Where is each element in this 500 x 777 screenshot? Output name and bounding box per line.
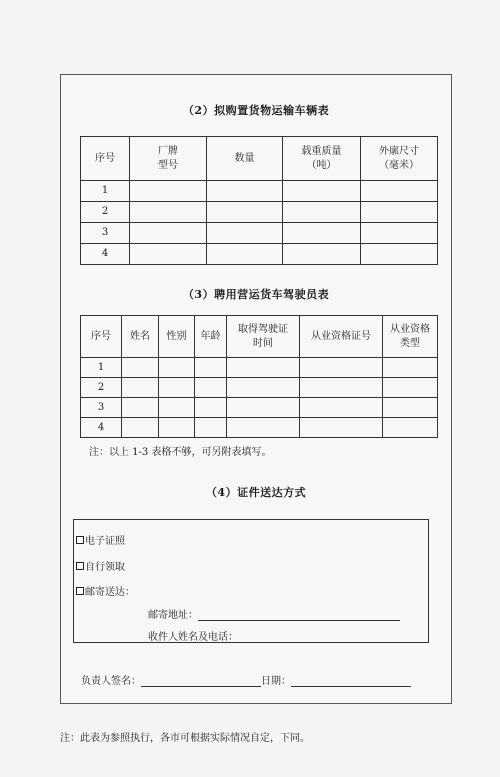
driver-header-qualification-number: 从业资格证号 [300,316,383,358]
driver-header-qualification-type: 从业资格 类型 [383,316,438,358]
option-label: 邮寄送达： [85,587,135,598]
table-cell[interactable] [122,418,159,438]
table-cell[interactable] [361,244,438,265]
mail-address-field [148,606,400,621]
option-label: 自行领取 [85,562,125,573]
signature-row [81,672,411,687]
table-cell[interactable] [283,223,361,244]
driver-row-index: 1 [81,358,122,378]
checkbox-icon[interactable] [76,587,84,595]
table-cell[interactable] [227,398,300,418]
mail-address-input[interactable] [198,609,400,621]
vehicle-row-index: 1 [81,181,130,202]
option-self-pickup[interactable] [76,558,125,573]
driver-row-index: 2 [81,378,122,398]
driver-header-age: 年龄 [195,316,227,358]
vehicle-header-load-mass: 载重质量 （吨） [283,137,361,181]
driver-header-name: 姓名 [122,316,159,358]
table-cell[interactable] [159,418,195,438]
table-overflow-note: 注：以上 1-3 表格不够，可另附表填写。 [89,447,272,458]
table-cell[interactable] [207,223,283,244]
table-cell[interactable] [383,418,438,438]
table-cell[interactable] [130,223,207,244]
form-frame [60,74,452,704]
footer-note: 注：此表为参照执行，各市可根据实际情况自定，下同。 [60,733,310,744]
table-cell[interactable] [159,398,195,418]
recipient-label: 收件人姓名及电话： [148,632,238,643]
vehicle-row-index: 3 [81,223,130,244]
checkbox-icon[interactable] [76,536,84,544]
table-cell[interactable] [283,181,361,202]
table-cell[interactable] [130,181,207,202]
table-cell[interactable] [300,358,383,378]
vehicle-header-dimensions: 外廓尺寸 （毫米） [361,137,438,181]
driver-row-index: 3 [81,398,122,418]
table-cell[interactable] [361,181,438,202]
table-cell[interactable] [361,202,438,223]
vehicle-row-index: 2 [81,202,130,223]
table-cell[interactable] [130,244,207,265]
date-label: 日期： [261,676,291,687]
table-cell[interactable] [195,398,227,418]
checkbox-icon[interactable] [76,562,84,570]
table-cell[interactable] [130,202,207,223]
table-cell[interactable] [383,358,438,378]
table-cell[interactable] [159,378,195,398]
table-cell[interactable] [383,398,438,418]
driver-header-gender: 性别 [159,316,195,358]
driver-header-index: 序号 [81,316,122,358]
table-cell[interactable] [195,418,227,438]
table-cell[interactable] [159,358,195,378]
table-cell[interactable] [227,418,300,438]
vehicle-header-quantity: 数量 [207,137,283,181]
signer-input[interactable] [141,675,261,687]
vehicle-table [80,136,438,265]
table-cell[interactable] [227,358,300,378]
vehicle-header-brand-model: 厂牌 型号 [130,137,207,181]
date-input[interactable] [291,675,411,687]
table-cell[interactable] [195,378,227,398]
table-cell[interactable] [207,202,283,223]
table-cell[interactable] [122,398,159,418]
table-cell[interactable] [300,418,383,438]
mail-address-label: 邮寄地址： [148,610,198,621]
vehicle-row-index: 4 [81,244,130,265]
delivery-method-box [73,519,429,643]
table-cell[interactable] [122,358,159,378]
delivery-method-title: （4）证件送达方式 [205,486,307,499]
table-cell[interactable] [300,398,383,418]
driver-table-title: （3）聘用营运货车驾驶员表 [182,288,330,301]
table-cell[interactable] [300,378,383,398]
table-cell[interactable] [283,244,361,265]
table-cell[interactable] [361,223,438,244]
driver-row-index: 4 [81,418,122,438]
driver-header-license-date: 取得驾驶证 时间 [227,316,300,358]
signer-label: 负责人签名： [81,676,141,687]
table-cell[interactable] [195,358,227,378]
table-cell[interactable] [227,378,300,398]
table-cell[interactable] [207,181,283,202]
recipient-input[interactable] [238,631,365,643]
driver-table [80,315,438,438]
option-e-license[interactable] [76,532,125,547]
vehicle-header-index: 序号 [81,137,130,181]
vehicle-table-title: （2）拟购置货物运输车辆表 [182,104,330,117]
table-cell[interactable] [207,244,283,265]
table-cell[interactable] [122,378,159,398]
recipient-field [148,628,365,643]
option-label: 电子证照 [85,536,125,547]
option-mail-delivery[interactable] [76,583,135,598]
table-cell[interactable] [283,202,361,223]
table-cell[interactable] [383,378,438,398]
